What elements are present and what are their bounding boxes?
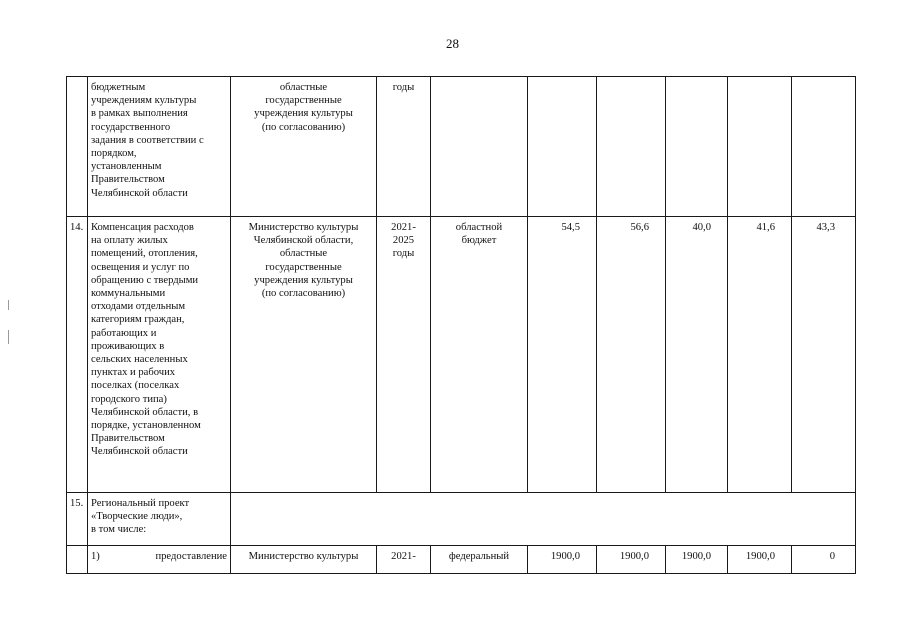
value-cell: 40,0 bbox=[666, 217, 728, 493]
value-cell bbox=[728, 77, 792, 217]
row-number bbox=[67, 546, 88, 574]
value-cell: 56,6 bbox=[597, 217, 666, 493]
merged-empty-cell bbox=[231, 493, 856, 546]
executor: Министерство культуры Челябинской области, областные государственные учреждения культуры (по согласованию) bbox=[231, 217, 377, 493]
funding-source bbox=[431, 77, 528, 217]
executor: Министерство культуры bbox=[231, 546, 377, 574]
value-cell: 43,3 bbox=[792, 217, 856, 493]
value-cell: 0 bbox=[792, 546, 856, 574]
measure-description: бюджетным учреждениям культуры в рамках выполнения государственного задания в соответствии с порядком, установленным Правительством Челябинской области bbox=[88, 77, 231, 217]
executor: областные государственные учреждения культуры (по согласованию) bbox=[231, 77, 377, 217]
row-number bbox=[67, 77, 88, 217]
value-cell bbox=[792, 77, 856, 217]
value-cell: 1900,0 bbox=[728, 546, 792, 574]
table-row bbox=[67, 77, 856, 217]
period: 2021- 2025 годы bbox=[377, 217, 431, 493]
table-row bbox=[67, 217, 856, 493]
page-number: 28 bbox=[446, 36, 459, 51]
program-measures-table bbox=[66, 76, 856, 574]
period: годы bbox=[377, 77, 431, 217]
measure-description: 1) предоставление bbox=[88, 546, 231, 574]
measure-description: Компенсация расходов на оплату жилых помещений, отопления, освещения и услуг по обращению с твердыми коммунальными отходами отдельным категориям граждан, работающих и проживающих в сельских населенных пунктах и рабочих поселках (поселках городского типа) Челябинской области, в порядке, установленном Правительством Челябинской области bbox=[88, 217, 231, 493]
value-cell: 41,6 bbox=[728, 217, 792, 493]
value-cell bbox=[666, 77, 728, 217]
table-row bbox=[67, 493, 856, 546]
value-cell: 1900,0 bbox=[666, 546, 728, 574]
value-cell: 1900,0 bbox=[528, 546, 597, 574]
row-number: 15. bbox=[67, 493, 88, 546]
row-number: 14. bbox=[67, 217, 88, 493]
value-cell bbox=[597, 77, 666, 217]
scan-edge-mark bbox=[8, 330, 9, 344]
value-cell: 54,5 bbox=[528, 217, 597, 493]
measure-description: Региональный проект «Творческие люди», в том числе: bbox=[88, 493, 231, 546]
period: 2021- bbox=[377, 546, 431, 574]
value-cell bbox=[528, 77, 597, 217]
table-row bbox=[67, 546, 856, 574]
funding-source: федеральный bbox=[431, 546, 528, 574]
value-cell: 1900,0 bbox=[597, 546, 666, 574]
funding-source: областной бюджет bbox=[431, 217, 528, 493]
scan-edge-mark bbox=[8, 300, 9, 310]
